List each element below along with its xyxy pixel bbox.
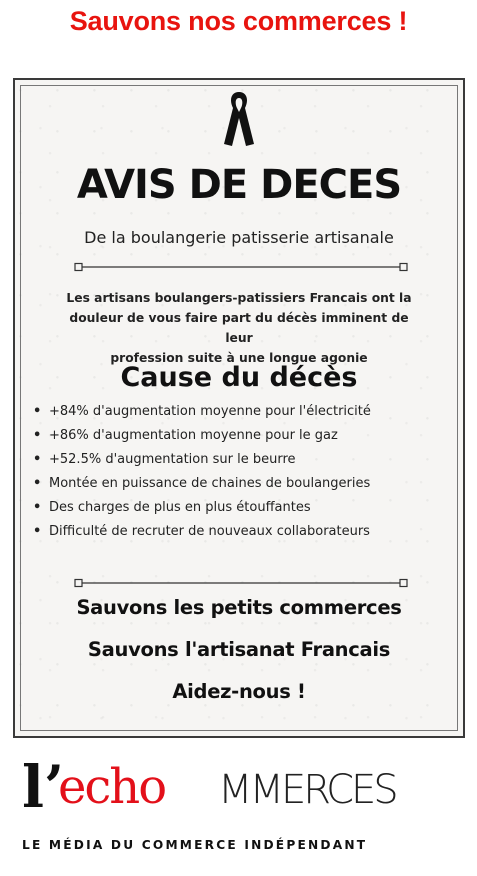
bullet-icon: • (33, 524, 42, 539)
logo-echo: echo (58, 759, 166, 815)
bullet-icon: • (33, 476, 42, 491)
logo-apostrophe: l’ (22, 753, 65, 821)
notice-subtitle: De la boulangerie patisserie artisanale (84, 228, 394, 247)
logo-mmerces: MMERCES (218, 767, 396, 813)
bullet-icon: • (33, 404, 42, 419)
list-item (33, 448, 453, 472)
list-item (33, 496, 453, 520)
bullet-icon: • (33, 428, 42, 443)
intro-line: douleur de vous faire part du décès imminent de leur (69, 311, 409, 345)
list-item (33, 424, 453, 448)
bullet-icon: • (33, 452, 42, 467)
headline: Sauvons nos commerces ! (69, 6, 408, 36)
divider-top (74, 262, 408, 272)
intro-line: Les artisans boulangers-patissiers Francais ont la (66, 291, 412, 305)
notice-title: AVIS DE DECES (76, 162, 402, 208)
cause-text: Difficulté de recruter de nouveaux collaborateurs (49, 524, 370, 539)
causes-list (33, 400, 453, 544)
list-item (33, 520, 453, 544)
cta-line: Aidez-nous ! (172, 680, 306, 703)
list-item (33, 472, 453, 496)
cause-text: Montée en puissance de chaines de boulangeries (49, 476, 371, 491)
brand-tagline: LE MÉDIA DU COMMERCE INDÉPENDANT (22, 838, 368, 852)
cause-title: Cause du décès (120, 362, 358, 393)
cause-text: +84% d'augmentation moyenne pour l'électricité (49, 404, 371, 419)
cause-text: +86% d'augmentation moyenne pour le gaz (49, 428, 338, 443)
cause-text: Des charges de plus en plus étouffantes (49, 500, 311, 515)
divider-bottom (74, 578, 408, 588)
cta-line: Sauvons les petits commerces (76, 596, 402, 619)
brand-logo (22, 753, 462, 827)
bullet-icon: • (33, 500, 42, 515)
list-item (33, 400, 453, 424)
mourning-ribbon-icon (221, 88, 257, 148)
cause-text: +52.5% d'augmentation sur le beurre (49, 452, 296, 467)
cta-line: Sauvons l'artisanat Francais (87, 638, 391, 661)
notice-intro (60, 288, 418, 368)
intro-line: profession suite à une longue agonie (110, 351, 368, 365)
